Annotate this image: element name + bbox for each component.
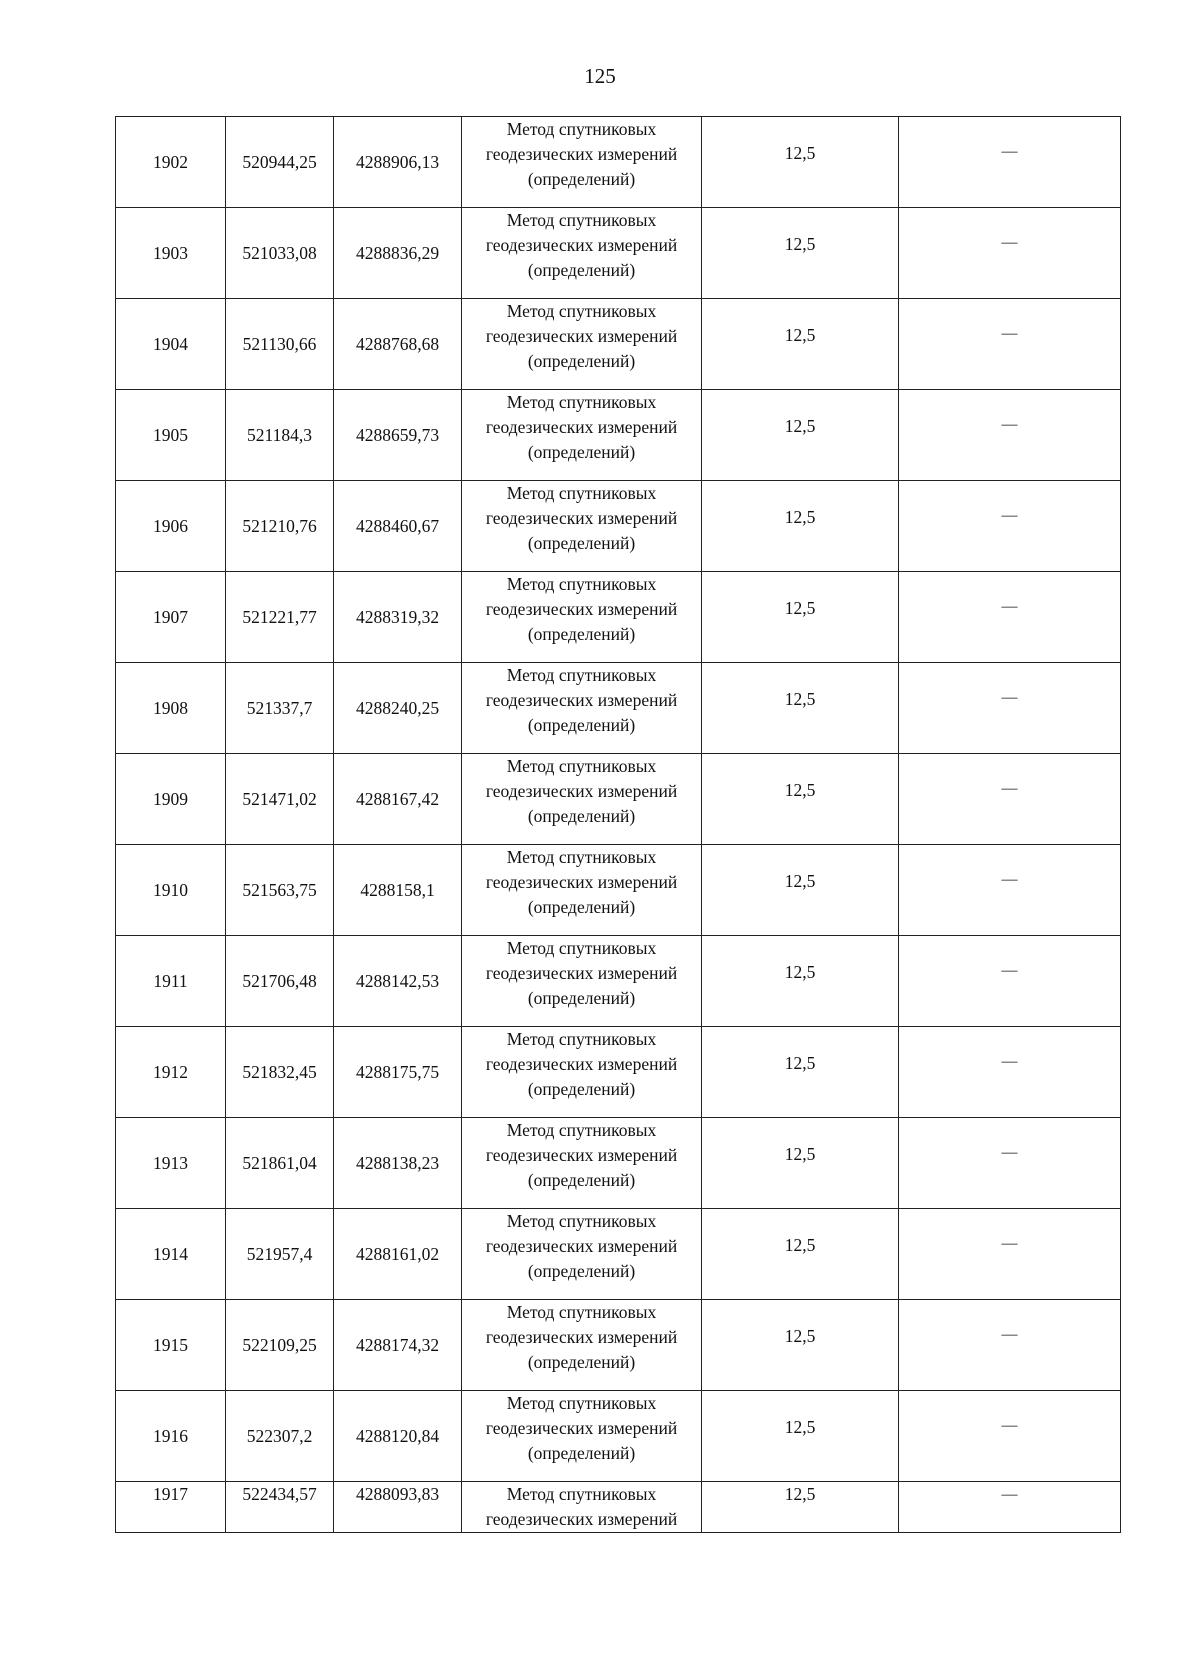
x-coordinate-cell: 521832,45 xyxy=(226,1027,334,1118)
accuracy-cell xyxy=(702,1300,899,1391)
method-cell xyxy=(462,754,702,845)
x-coordinate-cell: 521210,76 xyxy=(226,481,334,572)
accuracy-cell-text: 12,5 xyxy=(784,1484,816,1504)
description-cell xyxy=(899,936,1121,1027)
description-cell xyxy=(899,845,1121,936)
table-row xyxy=(116,208,1121,299)
table-row xyxy=(116,1391,1121,1482)
method-line: геодезических измерений xyxy=(485,690,678,710)
accuracy-cell xyxy=(702,117,899,208)
method-line: геодезических измерений xyxy=(485,1418,678,1438)
description-cell-text: — xyxy=(1001,143,1018,160)
method-line: (определений) xyxy=(527,1170,636,1190)
table-row xyxy=(116,845,1121,936)
y-coordinate-cell: 4288158,1 xyxy=(334,845,462,936)
description-cell-text: — xyxy=(1001,962,1018,979)
y-coordinate-cell: 4288768,68 xyxy=(334,299,462,390)
method-line: (определений) xyxy=(527,806,636,826)
coordinates-table-body xyxy=(116,117,1121,1533)
y-coordinate-cell: 4288093,83 xyxy=(334,1482,462,1533)
method-line: Метод спутниковых xyxy=(506,1393,657,1413)
accuracy-cell xyxy=(702,663,899,754)
y-coordinate-cell: 4288161,02 xyxy=(334,1209,462,1300)
accuracy-cell-text: 12,5 xyxy=(784,780,816,800)
description-cell-text: — xyxy=(1001,871,1018,888)
x-coordinate-cell: 521861,04 xyxy=(226,1118,334,1209)
method-line: Метод спутниковых xyxy=(506,1211,657,1231)
description-cell xyxy=(899,481,1121,572)
x-coordinate-cell: 521221,77 xyxy=(226,572,334,663)
method-line: Метод спутниковых xyxy=(506,119,657,139)
method-line: (определений) xyxy=(527,260,636,280)
description-cell xyxy=(899,208,1121,299)
accuracy-cell-text: 12,5 xyxy=(784,598,816,618)
description-cell xyxy=(899,117,1121,208)
accuracy-cell-text: 12,5 xyxy=(784,1326,816,1346)
accuracy-cell xyxy=(702,1209,899,1300)
method-cell xyxy=(462,1209,702,1300)
point-number-cell: 1912 xyxy=(116,1027,226,1118)
y-coordinate-cell: 4288460,67 xyxy=(334,481,462,572)
description-cell-text: — xyxy=(1001,325,1018,342)
description-cell xyxy=(899,572,1121,663)
y-coordinate-cell: 4288175,75 xyxy=(334,1027,462,1118)
description-cell xyxy=(899,299,1121,390)
page-number: 125 xyxy=(584,64,616,88)
y-coordinate-cell: 4288836,29 xyxy=(334,208,462,299)
table-row xyxy=(116,572,1121,663)
method-line: (определений) xyxy=(527,1352,636,1372)
method-cell xyxy=(462,1027,702,1118)
method-line: (определений) xyxy=(527,715,636,735)
method-cell xyxy=(462,1118,702,1209)
description-cell-text: — xyxy=(1001,1326,1018,1343)
x-coordinate-cell: 521563,75 xyxy=(226,845,334,936)
accuracy-cell xyxy=(702,1118,899,1209)
description-cell-text: — xyxy=(1001,1486,1018,1503)
point-number-cell: 1917 xyxy=(116,1482,226,1533)
description-cell-text: — xyxy=(1001,689,1018,706)
description-cell xyxy=(899,1209,1121,1300)
method-line: геодезических измерений xyxy=(485,781,678,801)
method-line: геодезических измерений xyxy=(485,1054,678,1074)
table-row xyxy=(116,1482,1121,1533)
method-cell xyxy=(462,1391,702,1482)
x-coordinate-cell: 521957,4 xyxy=(226,1209,334,1300)
method-cell xyxy=(462,390,702,481)
point-number-cell: 1914 xyxy=(116,1209,226,1300)
method-line: геодезических измерений xyxy=(485,963,678,983)
point-number-cell: 1905 xyxy=(116,390,226,481)
accuracy-cell-text: 12,5 xyxy=(784,507,816,527)
method-line: Метод спутниковых xyxy=(506,756,657,776)
method-line: геодезических измерений xyxy=(485,144,678,164)
method-line: (определений) xyxy=(527,169,636,189)
method-line: (определений) xyxy=(527,533,636,553)
method-cell xyxy=(462,663,702,754)
table-row xyxy=(116,1209,1121,1300)
description-cell xyxy=(899,663,1121,754)
method-cell xyxy=(462,1300,702,1391)
x-coordinate-cell: 522307,2 xyxy=(226,1391,334,1482)
method-line: (определений) xyxy=(527,1079,636,1099)
table-row xyxy=(116,481,1121,572)
method-line: Метод спутниковых xyxy=(506,1120,657,1140)
method-cell xyxy=(462,845,702,936)
method-line: Метод спутниковых xyxy=(506,483,657,503)
method-line: Метод спутниковых xyxy=(506,301,657,321)
method-line: Метод спутниковых xyxy=(506,210,657,230)
method-line: (определений) xyxy=(527,442,636,462)
description-cell-text: — xyxy=(1001,234,1018,251)
method-line: Метод спутниковых xyxy=(506,392,657,412)
method-line: геодезических измерений xyxy=(485,872,678,892)
y-coordinate-cell: 4288319,32 xyxy=(334,572,462,663)
accuracy-cell-text: 12,5 xyxy=(784,689,816,709)
description-cell xyxy=(899,1482,1121,1533)
table-row xyxy=(116,1300,1121,1391)
description-cell-text: — xyxy=(1001,507,1018,524)
accuracy-cell xyxy=(702,936,899,1027)
accuracy-cell-text: 12,5 xyxy=(784,1235,816,1255)
point-number-cell: 1916 xyxy=(116,1391,226,1482)
method-line: Метод спутниковых xyxy=(506,847,657,867)
method-line: геодезических измерений xyxy=(485,508,678,528)
accuracy-cell xyxy=(702,481,899,572)
accuracy-cell-text: 12,5 xyxy=(784,1144,816,1164)
description-cell-text: — xyxy=(1001,1417,1018,1434)
description-cell-text: — xyxy=(1001,598,1018,615)
method-line: геодезических измерений xyxy=(485,1509,678,1529)
x-coordinate-cell: 522109,25 xyxy=(226,1300,334,1391)
method-cell xyxy=(462,481,702,572)
accuracy-cell-text: 12,5 xyxy=(784,1053,816,1073)
x-coordinate-cell: 521033,08 xyxy=(226,208,334,299)
accuracy-cell xyxy=(702,299,899,390)
description-cell-text: — xyxy=(1001,1053,1018,1070)
y-coordinate-cell: 4288906,13 xyxy=(334,117,462,208)
method-line: геодезических измерений xyxy=(485,235,678,255)
method-line: (определений) xyxy=(527,1443,636,1463)
description-cell xyxy=(899,754,1121,845)
accuracy-cell xyxy=(702,845,899,936)
method-line: (определений) xyxy=(527,897,636,917)
accuracy-cell xyxy=(702,390,899,481)
description-cell xyxy=(899,1118,1121,1209)
method-line: Метод спутниковых xyxy=(506,1029,657,1049)
method-line: (определений) xyxy=(527,988,636,1008)
method-line: Метод спутниковых xyxy=(506,1484,657,1504)
method-cell xyxy=(462,1482,702,1533)
x-coordinate-cell: 521337,7 xyxy=(226,663,334,754)
accuracy-cell-text: 12,5 xyxy=(784,143,816,163)
accuracy-cell xyxy=(702,1482,899,1533)
table-row xyxy=(116,936,1121,1027)
point-number-cell: 1906 xyxy=(116,481,226,572)
method-cell xyxy=(462,299,702,390)
table-row xyxy=(116,1027,1121,1118)
method-line: геодезических измерений xyxy=(485,1236,678,1256)
point-number-cell: 1907 xyxy=(116,572,226,663)
table-row xyxy=(116,754,1121,845)
description-cell xyxy=(899,390,1121,481)
x-coordinate-cell: 521130,66 xyxy=(226,299,334,390)
method-line: геодезических измерений xyxy=(485,599,678,619)
method-cell xyxy=(462,117,702,208)
table-row xyxy=(116,1118,1121,1209)
method-line: (определений) xyxy=(527,624,636,644)
description-cell-text: — xyxy=(1001,1144,1018,1161)
method-line: (определений) xyxy=(527,1261,636,1281)
method-line: геодезических измерений xyxy=(485,1327,678,1347)
method-cell xyxy=(462,936,702,1027)
point-number-cell: 1911 xyxy=(116,936,226,1027)
point-number-cell: 1902 xyxy=(116,117,226,208)
description-cell xyxy=(899,1027,1121,1118)
accuracy-cell-text: 12,5 xyxy=(784,416,816,436)
x-coordinate-cell: 521706,48 xyxy=(226,936,334,1027)
y-coordinate-cell: 4288240,25 xyxy=(334,663,462,754)
y-coordinate-cell: 4288142,53 xyxy=(334,936,462,1027)
accuracy-cell xyxy=(702,754,899,845)
point-number-cell: 1909 xyxy=(116,754,226,845)
method-line: Метод спутниковых xyxy=(506,574,657,594)
accuracy-cell-text: 12,5 xyxy=(784,962,816,982)
y-coordinate-cell: 4288120,84 xyxy=(334,1391,462,1482)
description-cell xyxy=(899,1300,1121,1391)
table-row xyxy=(116,299,1121,390)
description-cell-text: — xyxy=(1001,780,1018,797)
table-row xyxy=(116,117,1121,208)
y-coordinate-cell: 4288659,73 xyxy=(334,390,462,481)
method-line: (определений) xyxy=(527,351,636,371)
y-coordinate-cell: 4288167,42 xyxy=(334,754,462,845)
method-line: геодезических измерений xyxy=(485,326,678,346)
accuracy-cell xyxy=(702,208,899,299)
method-cell xyxy=(462,208,702,299)
accuracy-cell-text: 12,5 xyxy=(784,325,816,345)
point-number-cell: 1903 xyxy=(116,208,226,299)
x-coordinate-cell: 520944,25 xyxy=(226,117,334,208)
point-number-cell: 1913 xyxy=(116,1118,226,1209)
description-cell-text: — xyxy=(1001,1235,1018,1252)
point-number-cell: 1910 xyxy=(116,845,226,936)
method-line: Метод спутниковых xyxy=(506,938,657,958)
accuracy-cell xyxy=(702,572,899,663)
method-line: Метод спутниковых xyxy=(506,665,657,685)
accuracy-cell-text: 12,5 xyxy=(784,871,816,891)
method-line: геодезических измерений xyxy=(485,1145,678,1165)
accuracy-cell-text: 12,5 xyxy=(784,1417,816,1437)
x-coordinate-cell: 521471,02 xyxy=(226,754,334,845)
accuracy-cell xyxy=(702,1027,899,1118)
point-number-cell: 1904 xyxy=(116,299,226,390)
method-line: геодезических измерений xyxy=(485,417,678,437)
y-coordinate-cell: 4288174,32 xyxy=(334,1300,462,1391)
description-cell-text: — xyxy=(1001,416,1018,433)
description-cell xyxy=(899,1391,1121,1482)
y-coordinate-cell: 4288138,23 xyxy=(334,1118,462,1209)
coordinates-table xyxy=(115,116,1121,1533)
method-cell xyxy=(462,572,702,663)
accuracy-cell xyxy=(702,1391,899,1482)
table-row xyxy=(116,663,1121,754)
x-coordinate-cell: 522434,57 xyxy=(226,1482,334,1533)
point-number-cell: 1908 xyxy=(116,663,226,754)
point-number-cell: 1915 xyxy=(116,1300,226,1391)
table-row xyxy=(116,390,1121,481)
accuracy-cell-text: 12,5 xyxy=(784,234,816,254)
method-line: Метод спутниковых xyxy=(506,1302,657,1322)
x-coordinate-cell: 521184,3 xyxy=(226,390,334,481)
